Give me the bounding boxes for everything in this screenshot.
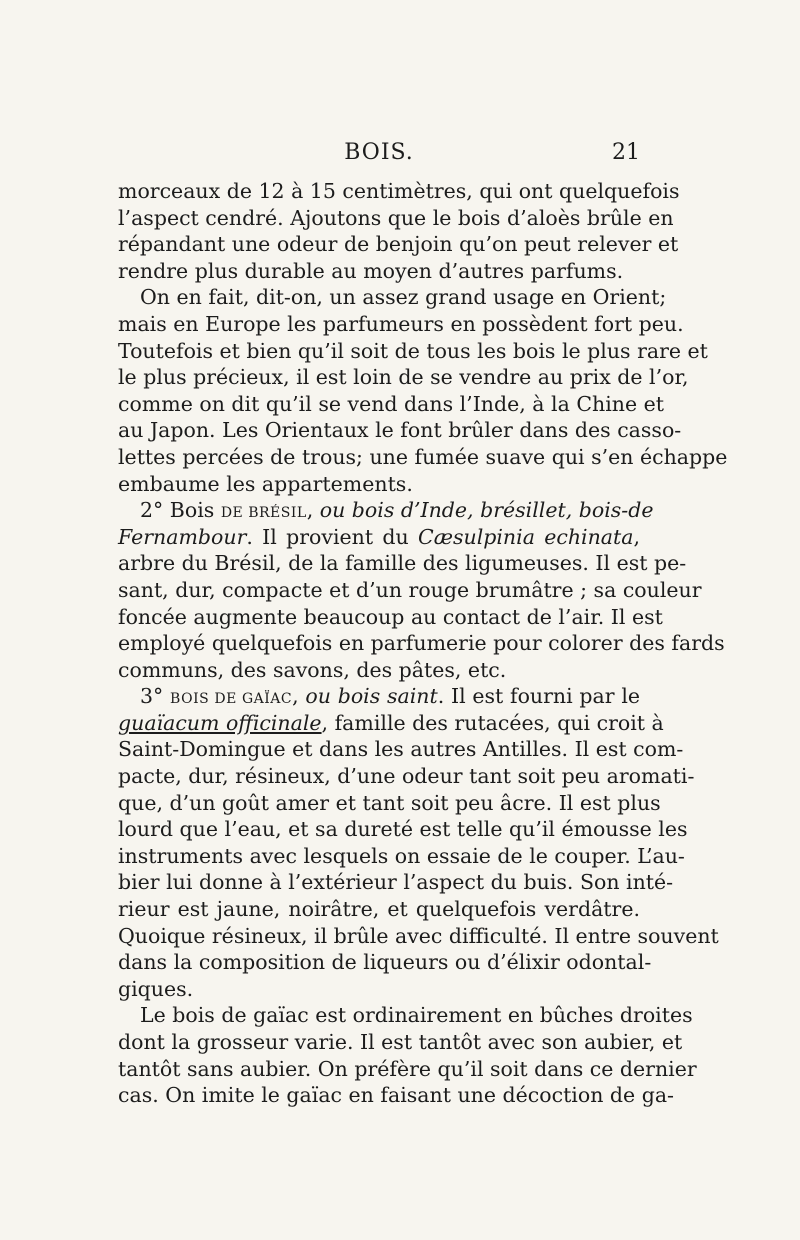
text-line — [118, 311, 684, 338]
text-line — [118, 577, 702, 604]
text-run: 2° Bois — [140, 498, 221, 523]
text-run: tantôt sans aubier. On préfère qu’il soit dans ce dernier — [118, 1056, 697, 1081]
text-run: Fernambour — [118, 524, 247, 549]
text-line — [118, 1002, 693, 1029]
text-run: instruments avec lesquels on essaie de le couper. L’au- — [118, 843, 685, 868]
text-line — [118, 1029, 683, 1056]
text-line — [118, 391, 664, 418]
text-run: Cæsulpinia echinata — [418, 524, 634, 549]
text-run: que, d’un goût amer et tant soit peu âcre. Il est plus — [118, 790, 661, 815]
text-run: sant, dur, compacte et d’un rouge brumâtre ; sa couleur — [118, 577, 702, 602]
paragraph — [118, 497, 725, 683]
text-line — [118, 364, 689, 391]
text-line — [118, 444, 728, 471]
text-line — [118, 896, 640, 923]
text-line — [118, 258, 640, 285]
text-run: 3° — [140, 684, 171, 709]
text-line — [118, 816, 688, 843]
text-run: répandant une odeur de benjoin qu’on peut relever et — [118, 232, 679, 257]
body-text — [118, 178, 728, 1109]
text-run: le plus précieux, il est loin de se vendre au prix de l’or, — [118, 365, 689, 390]
text-run: BOIS DE GAÏAC — [170, 691, 293, 708]
text-line — [118, 205, 674, 232]
text-run: lourd que l’eau, et sa dureté est telle qu’il émousse les — [118, 817, 688, 842]
text-run: Le bois de gaïac est ordinairement en bûches droites — [140, 1003, 693, 1028]
paragraph — [118, 683, 719, 1002]
text-line — [118, 471, 640, 498]
text-line — [118, 869, 674, 896]
text-run: giques. — [118, 976, 194, 1001]
text-line — [118, 736, 684, 763]
text-run: communs, des savons, des pâtes, etc. — [118, 657, 507, 682]
text-run: employé quelquefois en parfumerie pour colorer des fards — [118, 631, 725, 656]
text-line — [118, 843, 685, 870]
running-title: BOIS. — [344, 140, 414, 165]
text-line — [118, 178, 680, 205]
page-number: 21 — [612, 140, 640, 165]
text-run: ou bois d’Inde, brésillet, bois-de — [319, 498, 654, 523]
text-run: On en fait, dit-on, un assez grand usage en Orient; — [140, 285, 667, 310]
text-run: dont la grosseur varie. Il est tantôt avec son aubier, et — [118, 1030, 683, 1054]
text-run: pacte, dur, résineux, d’une odeur tant soit peu aromati- — [118, 764, 695, 789]
text-line — [118, 417, 682, 444]
text-line — [118, 923, 719, 950]
text-line — [118, 790, 661, 817]
text-run: rieur est jaune, noirâtre, et quelquefois verdâtre. — [118, 897, 640, 922]
text-run: rendre plus durable au moyen d’autres parfums. — [118, 258, 624, 283]
text-run: . Il est fourni par le — [437, 684, 641, 709]
text-run: Toutefois et bien qu’il soit de tous les bois le plus rare et — [118, 338, 708, 363]
text-line — [118, 683, 640, 710]
text-run: , — [306, 498, 320, 523]
text-line — [118, 630, 725, 657]
text-run: cas. On imite le gaïac en faisant une décoction de ga- — [118, 1083, 674, 1108]
text-run: arbre du Brésil, de la famille des ligumeuses. Il est pe- — [118, 551, 687, 576]
text-run: ou bois saint — [305, 684, 438, 709]
text-run: embaume les appartements. — [118, 471, 413, 496]
text-line — [118, 1056, 697, 1083]
text-line — [118, 550, 687, 577]
paragraph — [118, 284, 728, 497]
text-line — [118, 1082, 674, 1109]
text-run: foncée augmente beaucoup au contact de l’air. Il est — [118, 604, 663, 629]
text-run: comme on dit qu’il se vend dans l’Inde, à la Chine et — [118, 391, 664, 416]
text-run: bier lui donne à l’extérieur l’aspect du buis. Son inté- — [118, 870, 674, 895]
text-line — [118, 231, 679, 258]
text-run: , — [292, 684, 306, 709]
text-line — [118, 657, 640, 684]
text-run: Saint-Domingue et dans les autres Antilles. Il est com- — [118, 737, 684, 762]
text-run: , famille des rutacées, qui croit à — [321, 710, 664, 735]
text-run: guaïacum officinale — [118, 710, 322, 735]
text-run: mais en Europe les parfumeurs en possèdent fort peu. — [118, 311, 684, 336]
text-run: l’aspect cendré. Ajoutons que le bois d’aloès brûle en — [118, 205, 674, 230]
text-line — [118, 976, 640, 1003]
text-run: . Il provient du — [246, 524, 419, 549]
text-run: morceaux de 12 à 15 centimètres, qui ont quelquefois — [118, 179, 680, 203]
paragraph — [118, 1002, 697, 1108]
text-line — [118, 710, 664, 737]
text-line — [118, 763, 695, 790]
text-line — [118, 524, 640, 551]
text-run: au Japon. Les Orientaux le font brûler dans des casso- — [118, 418, 682, 443]
text-run: DE BRÉSIL — [220, 505, 307, 522]
text-line — [118, 284, 667, 311]
text-run: , — [633, 524, 640, 549]
page-header — [118, 140, 640, 176]
paragraph — [118, 178, 680, 284]
text-line — [118, 949, 652, 976]
text-line — [118, 338, 708, 365]
text-line — [118, 497, 654, 524]
text-line — [118, 604, 663, 631]
text-run: Quoique résineux, il brûle avec difficulté. Il entre souvent — [118, 923, 719, 948]
text-run: dans la composition de liqueurs ou d’élixir odontal- — [118, 950, 652, 975]
text-run: lettes percées de trous; une fumée suave qui s’en échappe — [118, 444, 728, 469]
